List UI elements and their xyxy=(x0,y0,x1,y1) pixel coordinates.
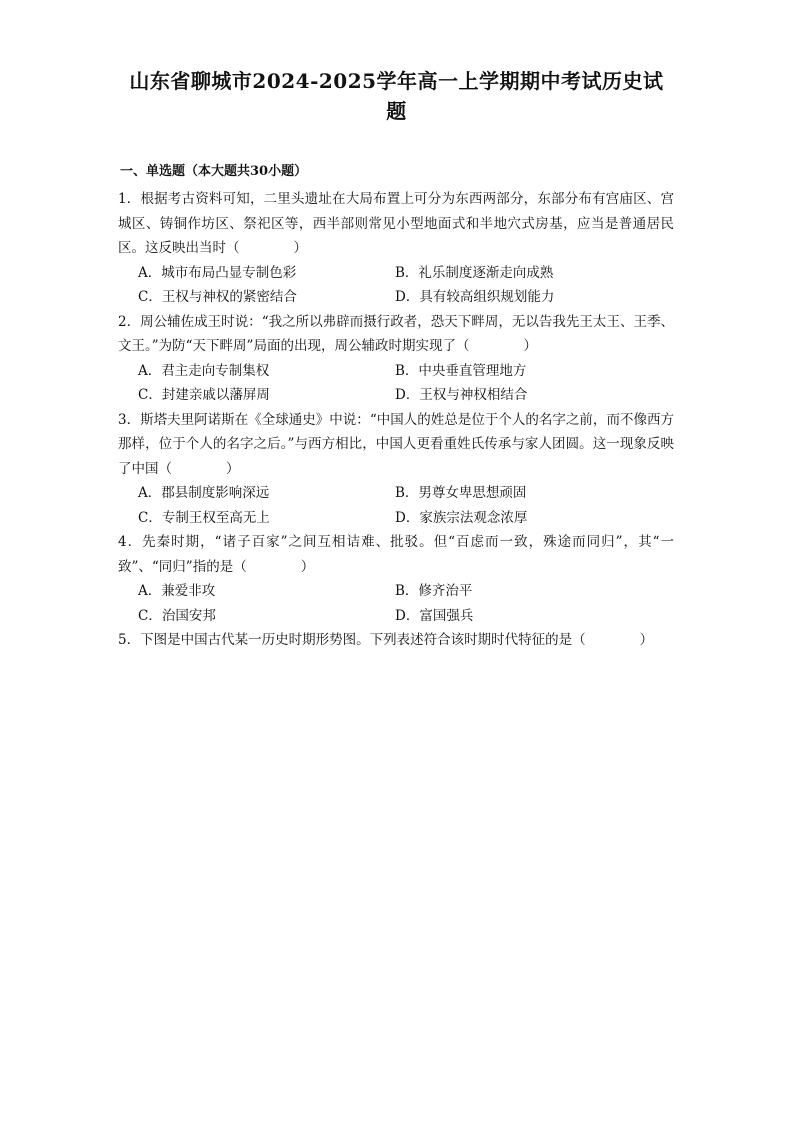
option-d: D．王权与神权相结合 xyxy=(395,387,528,403)
option-b: B．中央垂直管理地方 xyxy=(395,362,527,379)
option-d: D．家族宗法观念浓厚 xyxy=(395,509,528,526)
option-d: D．具有较高组织规划能力 xyxy=(395,289,555,305)
question-stem: 3．斯塔夫里阿诺斯在《全球通史》中说：“中国人的姓总是位于个人的名字之前，而不像西方那样，位于个人的名字之后。”与西方相比，中国人更看重姓氏传承与家人团圆。这一现象反映了中国（ ） xyxy=(118,411,674,477)
question-stem: 1．根据考古资料可知，二里头遗址在大局布置上可分为东西两部分，东部分布有宫庙区、宫城区、铸铜作坊区、祭祀区等，西半部则常见小型地面式和半地穴式房基，应当是普通居民区。这反映出当时（ ） xyxy=(118,191,674,256)
question-1 xyxy=(118,187,674,310)
question-stem: 2．周公辅佐成王时说：“我之所以弗辟而摄行政者，恐天下畔周，无以告我先王太王、王季、文王。”为防“天下畔周”局面的出现，周公辅政时期实现了（ ） xyxy=(118,313,674,354)
options-grid xyxy=(118,481,674,530)
question-5 xyxy=(118,628,674,653)
question-3 xyxy=(118,408,674,531)
options-grid xyxy=(118,579,674,628)
options-grid xyxy=(118,359,674,408)
option-a: A．郡县制度影响深远 xyxy=(138,485,270,501)
option-c: C．专制王权至高无上 xyxy=(138,509,270,526)
page-title xyxy=(120,66,673,126)
option-c: C．封建亲戚以藩屏周 xyxy=(138,387,270,403)
options-grid xyxy=(118,261,674,310)
question-stem: 4．先秦时期，“诸子百家”之间互相诘难、批驳。但“百虑而一致，殊途而同归”，其“一致”、“同归”指的是（ ） xyxy=(118,534,674,575)
option-c: C．王权与神权的紧密结合 xyxy=(138,289,297,305)
question-stem: 5．下图是中国古代某一历史时期形势图。下列表述符合该时期时代特征的是（ ） xyxy=(118,632,654,648)
option-b: B．礼乐制度逐渐走向成熟 xyxy=(395,264,554,281)
option-a: A．城市布局凸显专制色彩 xyxy=(138,264,297,281)
title-line-1: 山东省聊城市2024-2025学年高一上学期期中考试历史试 xyxy=(129,69,664,93)
section-heading: 一、单选题（本大题共30小题） xyxy=(120,164,308,179)
option-b: B．修齐治平 xyxy=(395,583,473,599)
question-4 xyxy=(118,530,674,628)
option-c: C．治国安邦 xyxy=(138,607,216,624)
title-line-2: 题 xyxy=(386,99,407,123)
option-a: A．君主走向专制集权 xyxy=(138,362,270,379)
option-a: A．兼爱非攻 xyxy=(138,583,216,599)
question-list xyxy=(118,187,674,653)
option-d: D．富国强兵 xyxy=(395,607,474,624)
option-b: B．男尊女卑思想顽固 xyxy=(395,485,527,501)
question-2 xyxy=(118,310,674,408)
